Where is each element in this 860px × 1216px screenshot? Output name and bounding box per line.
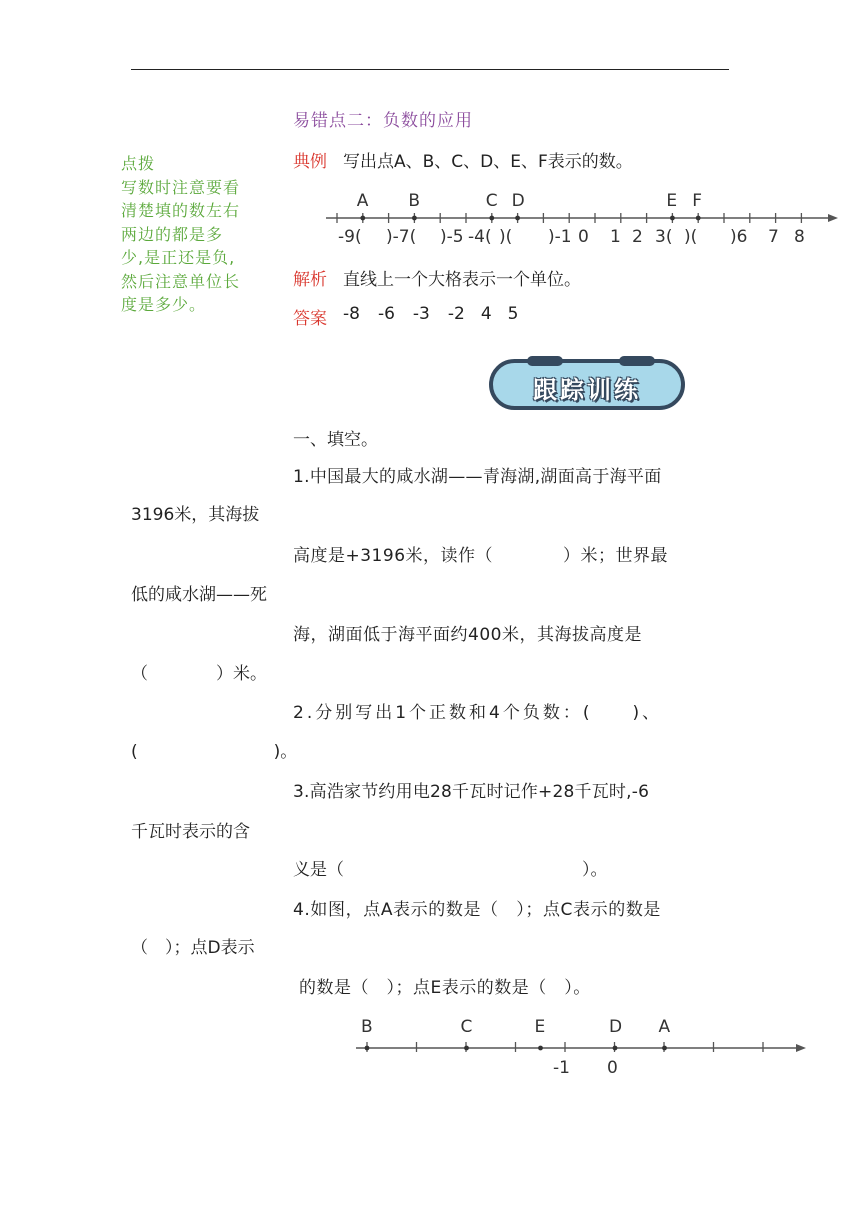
number-line-point [464, 1046, 469, 1051]
number-line-point [538, 1046, 543, 1051]
tracking-practice-badge [489, 359, 685, 410]
q2-line: ( )。 [131, 742, 298, 762]
tick-label: 2 [632, 227, 643, 245]
tip-sidebar [121, 152, 271, 317]
q4-line: 的数是（ ）；点E表示的数是（ ）。 [299, 978, 591, 998]
tick-label: 1 [610, 227, 621, 245]
analysis-text: 直线上一个大格表示一个单位。 [343, 270, 581, 290]
point-letter: A [356, 191, 369, 211]
q1-line: 低的咸水湖——死 [131, 585, 267, 605]
number-line-1 [320, 185, 840, 245]
q3-line: 千瓦时表示的含 [131, 822, 250, 842]
top-rule [131, 69, 729, 70]
number-line-point [670, 216, 675, 221]
answer-value: -3 [412, 304, 430, 324]
tick-label: 3( [655, 227, 673, 245]
badge-title: 跟踪训练 [533, 376, 641, 404]
answer-value: -6 [377, 304, 395, 324]
tick-label: )( [684, 227, 698, 245]
point-letter: E [534, 1017, 546, 1037]
tip-title: 点拨 [121, 154, 156, 173]
point-letter: C [485, 191, 498, 211]
tip-line: 少,是正还是负, [121, 248, 236, 267]
answer-value: -2 [447, 304, 465, 324]
number-line-point [412, 216, 417, 221]
point-letter: F [692, 191, 702, 211]
tip-line: 然后注意单位长 [121, 271, 241, 291]
q1-line: 3196米，其海拔 [131, 505, 260, 525]
example-text: 写出点A、B、C、D、E、F表示的数。 [343, 152, 633, 172]
number-line-2 [350, 1012, 820, 1082]
tick-label: -9( [338, 227, 362, 245]
number-line-point [613, 1046, 618, 1051]
example-label: 典例 [293, 152, 327, 172]
tick-label: -4( [468, 227, 492, 245]
q1-line: （ ）米。 [131, 664, 267, 684]
q1-line: 1.中国最大的咸水湖——青海湖,湖面高于海平面 [293, 467, 662, 487]
q3-line: 义是（ ）。 [293, 860, 608, 880]
number-line-point [662, 1046, 667, 1051]
q1-line: 海，湖面低于海平面约400米，其海拔高度是 [293, 625, 642, 645]
answer-value: -8 [343, 304, 360, 324]
answer-label: 答案 [293, 309, 327, 329]
badge-tab-right [619, 356, 655, 366]
answer-values [343, 304, 518, 324]
q1-line: 高度是+3196米，读作（ ）米；世界最 [293, 546, 669, 566]
point-letter: C [460, 1017, 473, 1037]
q2-line: 2.分别写出1个正数和4个负数：( )、 [293, 703, 663, 723]
answer-value: 4 [480, 304, 492, 324]
number-line-point [365, 1046, 370, 1051]
q4-line: 4.如图，点A表示的数是（ ）；点C表示的数是 [293, 900, 662, 920]
analysis-label: 解析 [293, 270, 327, 290]
point-letter: B [361, 1017, 373, 1037]
tick-label: )-1 [548, 227, 572, 245]
number-line-point [360, 216, 365, 221]
tick-label: 8 [794, 227, 805, 245]
section-heading: 易错点二：负数的应用 [293, 111, 473, 131]
point-letter: A [658, 1017, 671, 1037]
number-line-point [489, 216, 494, 221]
tip-line: 清楚填的数左右 [121, 201, 241, 220]
point-letter: D [609, 1017, 623, 1037]
tick-label: )( [499, 227, 513, 245]
tip-line: 两边的都是多 [121, 224, 224, 244]
tick-label: 7 [768, 227, 779, 245]
tip-line: 度是多少。 [121, 295, 207, 314]
q3-line: 3.高浩家节约用电28千瓦时记作+28千瓦时,-6 [293, 782, 650, 802]
tick-label: )-7( [386, 227, 417, 245]
point-letter: B [408, 191, 421, 211]
tick-label: )6 [730, 227, 748, 245]
point-letter: E [666, 191, 678, 211]
number-line-point [696, 216, 701, 221]
exercise-section-title: 一、填空。 [293, 430, 378, 450]
point-letter: D [511, 191, 525, 211]
badge-tab-left [527, 356, 563, 366]
tick-label: 0 [578, 227, 589, 245]
tip-line: 写数时注意要看 [121, 177, 241, 197]
answer-value: 5 [507, 304, 519, 324]
tick-label: 0 [607, 1058, 618, 1078]
tick-label: )-5 [440, 227, 464, 245]
number-line-point [515, 216, 520, 221]
q4-line: （ ）；点D表示 [131, 938, 255, 958]
tick-label: -1 [553, 1058, 570, 1078]
